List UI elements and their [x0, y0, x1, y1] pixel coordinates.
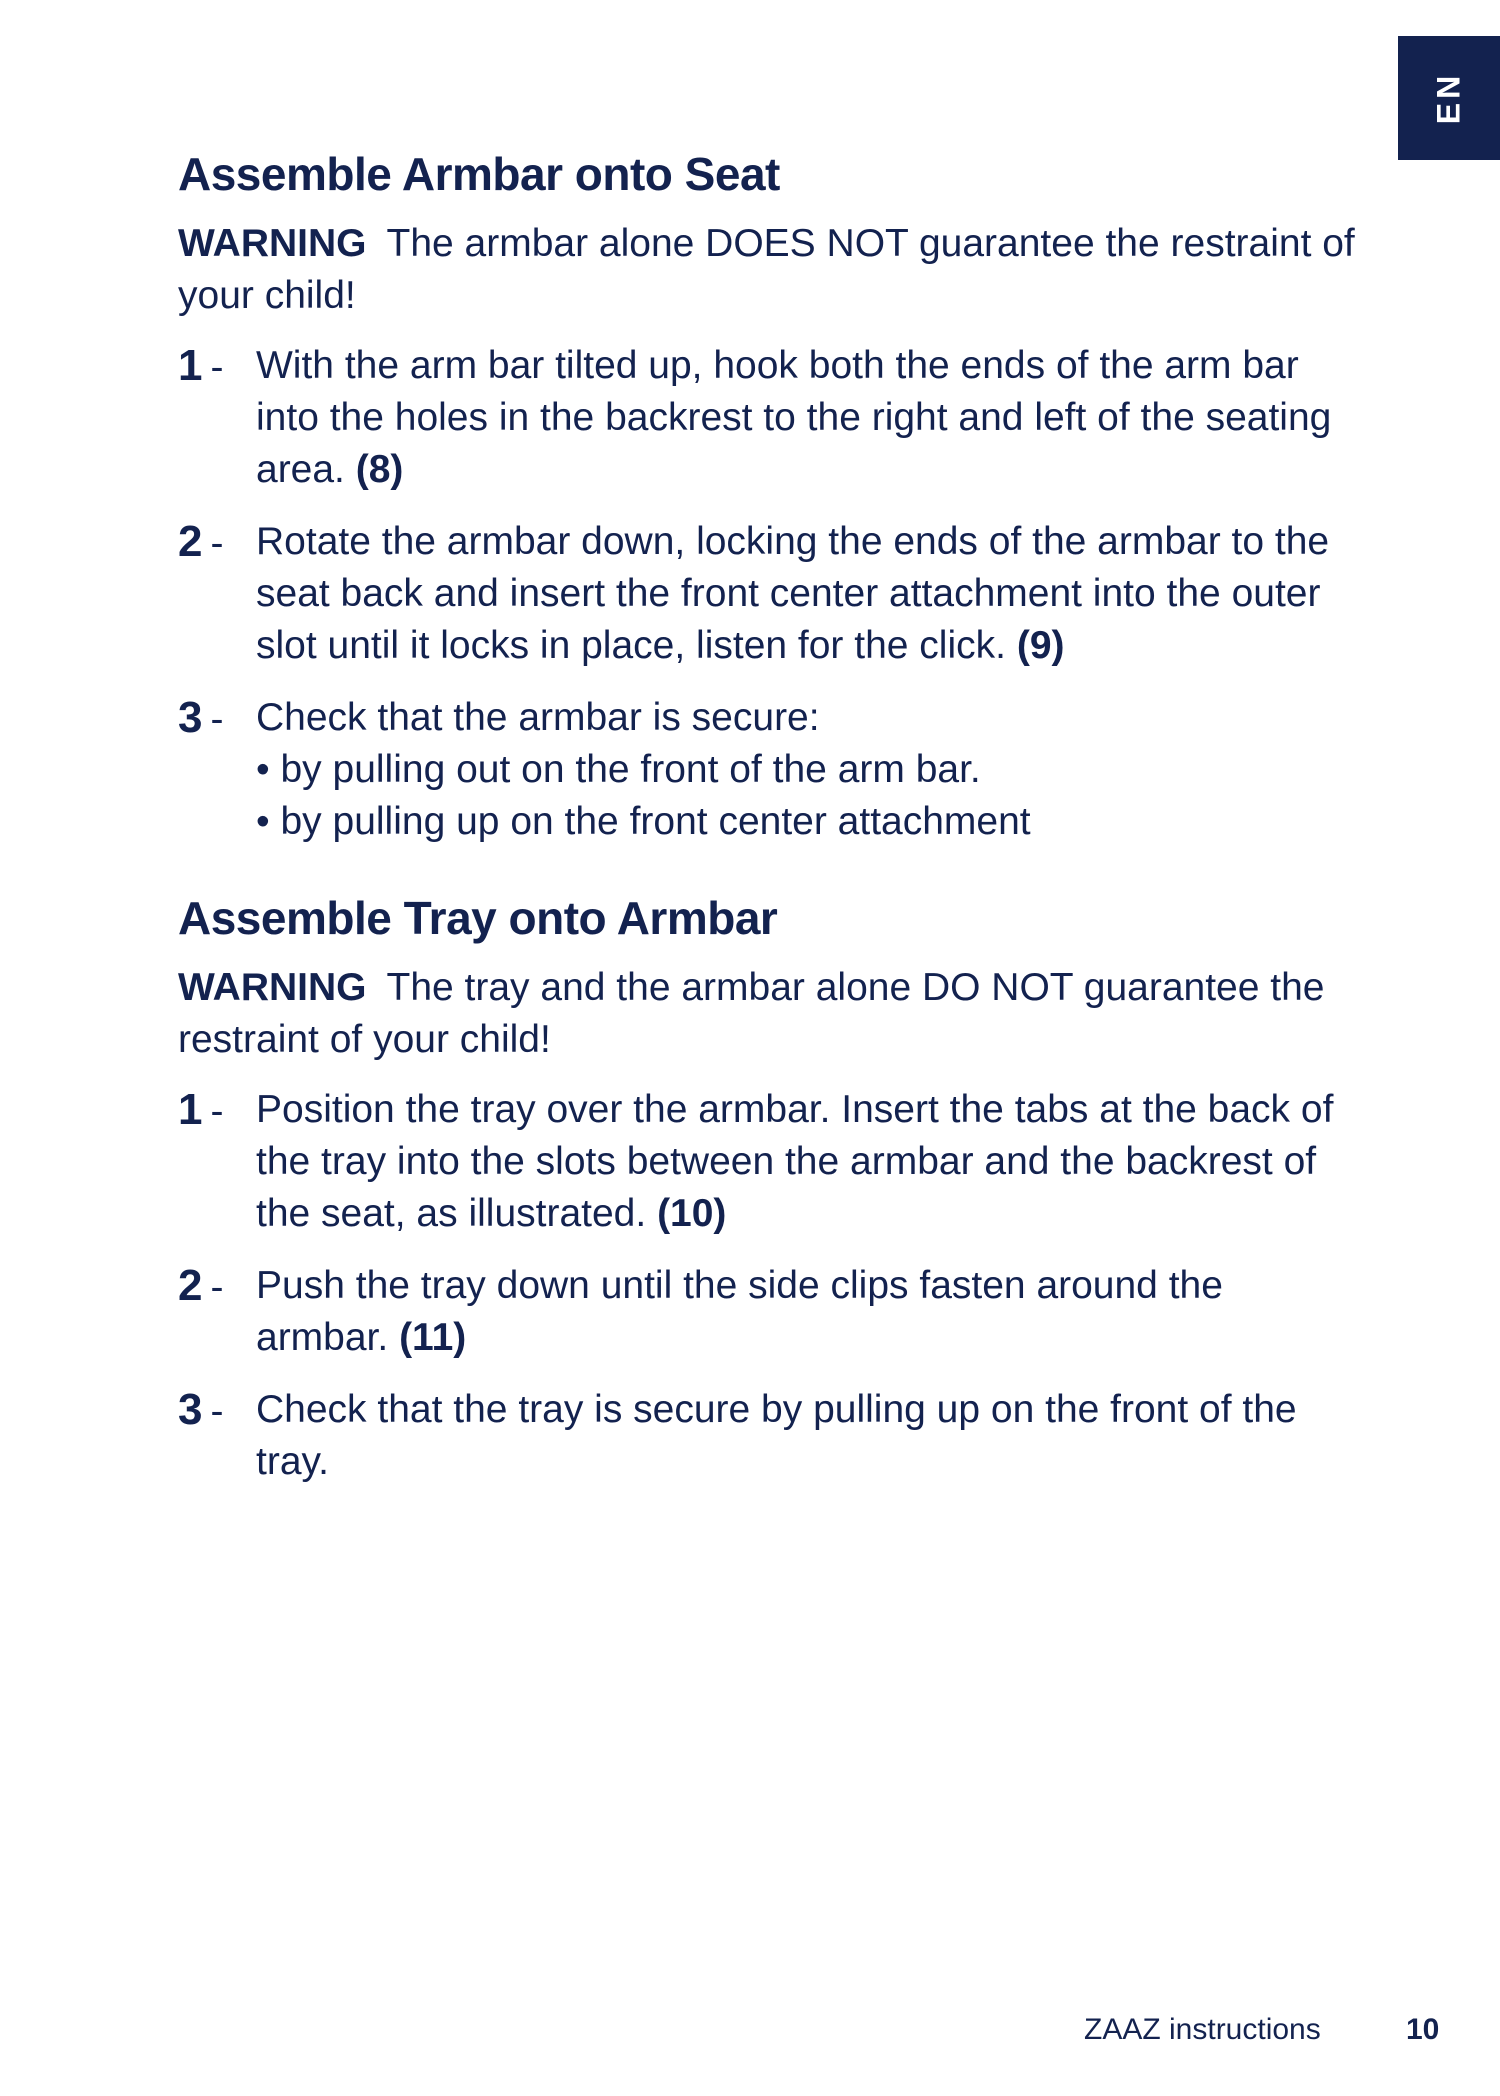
step-number: 3 -: [178, 693, 224, 742]
section-title-tray: Assemble Tray onto Armbar: [178, 892, 778, 944]
warning-text: The armbar alone DOES NOT guarantee the restraint of your child!: [178, 222, 1355, 317]
footer-label: ZAAZ instructions: [1084, 2013, 1321, 2046]
step-text: Push the tray down until the side clips fasten around the armbar.: [256, 1264, 1223, 1359]
step-number: 1 -: [178, 341, 224, 390]
step-text: Position the tray over the armbar. Insert the tabs at the back of the tray into the slots between the armbar and the backrest of the seat, as illustrated.: [256, 1088, 1334, 1235]
step-number: 2 -: [178, 517, 224, 566]
figure-reference: (11): [399, 1316, 467, 1359]
figure-reference: (10): [657, 1192, 727, 1235]
step-item: [178, 516, 1358, 672]
step-item: [178, 340, 1358, 496]
bullet-item: • by pulling out on the front of the arm bar.: [256, 748, 981, 791]
step-text: Check that the armbar is secure:: [256, 696, 820, 739]
warning-text: The tray and the armbar alone DO NOT guarantee the restraint of your child!: [178, 966, 1325, 1061]
warning-label: WARNING: [178, 222, 367, 265]
figure-reference: (8): [355, 448, 404, 491]
step-item: [178, 1384, 1358, 1488]
page-content: [178, 142, 1358, 1508]
step-number: 1 -: [178, 1085, 224, 1134]
page-number: 10: [1406, 2013, 1440, 2046]
step-text: Check that the tray is secure by pulling up on the front of the tray.: [256, 1388, 1297, 1483]
language-tab: [1398, 36, 1500, 160]
warning-tray: [178, 962, 1358, 1066]
step-number: 3 -: [178, 1385, 224, 1434]
warning-armbar: [178, 218, 1358, 322]
step-number: 2 -: [178, 1261, 224, 1310]
step-item: [178, 1084, 1358, 1240]
bullet-item: • by pulling up on the front center attachment: [256, 800, 1031, 843]
language-label: EN: [1430, 71, 1467, 125]
step-item: [178, 692, 1358, 848]
warning-label: WARNING: [178, 966, 367, 1009]
step-text: Rotate the armbar down, locking the ends of the armbar to the seat back and insert the front center attachment into the outer slot until it locks in place, listen for the click.: [256, 520, 1330, 667]
step-item: [178, 1260, 1358, 1364]
figure-reference: (9): [1016, 624, 1065, 667]
step-text: With the arm bar tilted up, hook both the ends of the arm bar into the holes in the backrest to the right and left of the seating area.: [256, 344, 1332, 491]
section-title-armbar: Assemble Armbar onto Seat: [178, 148, 780, 200]
